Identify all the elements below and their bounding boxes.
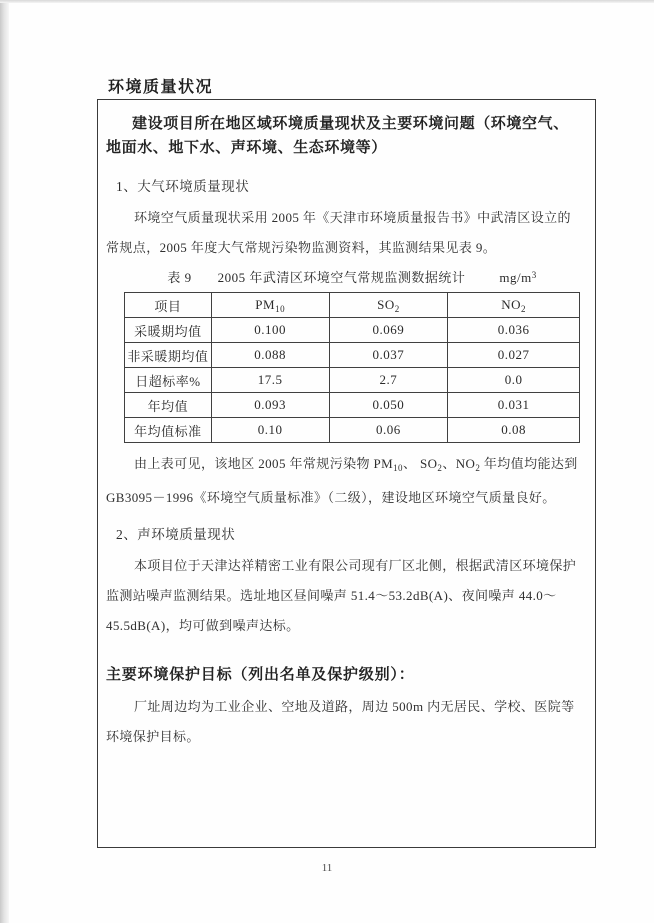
intro-paragraph: 建设项目所在地区域环境质量现状及主要环境问题（环境空气、地面水、地下水、声环境、生态环境等） xyxy=(106,116,569,156)
row-label: 年均值标准 xyxy=(125,418,212,443)
cell-value: 0.050 xyxy=(329,393,448,418)
page-title: 环境质量状况 xyxy=(108,79,214,96)
table-row xyxy=(125,343,580,368)
cell-value: 0.036 xyxy=(448,318,580,343)
table-unit-base: mg/m xyxy=(499,270,532,285)
table-header-row xyxy=(125,293,580,318)
table-caption xyxy=(124,267,580,286)
row-label: 采暖期均值 xyxy=(125,318,212,343)
cell-value: 0.037 xyxy=(329,343,448,368)
row-label: 非采暖期均值 xyxy=(125,343,212,368)
row-label: 日超标率% xyxy=(125,368,212,393)
header-pm10-subscript: 10 xyxy=(275,303,286,314)
content-border-box xyxy=(97,99,596,848)
table-unit-superscript: 3 xyxy=(531,270,537,280)
cell-value: 17.5 xyxy=(211,368,329,393)
cell-value: 0.093 xyxy=(211,393,329,418)
table-row xyxy=(125,418,580,443)
table-unit xyxy=(499,270,536,286)
header-so2-subscript: 2 xyxy=(394,303,400,314)
header-no2-subscript: 2 xyxy=(521,303,527,314)
header-pm10-base: PM xyxy=(255,296,276,312)
air-quality-conclusion xyxy=(106,449,581,513)
cell-value: 0.031 xyxy=(448,393,580,418)
header-no2-base: NO xyxy=(501,296,522,312)
noise-heading: 2、声环境质量现状 xyxy=(116,527,236,542)
cell-value: 0.069 xyxy=(329,318,448,343)
no2-subscript: 2 xyxy=(475,463,481,473)
pm10-subscript: 10 xyxy=(393,463,403,473)
air-monitoring-table xyxy=(124,292,580,443)
conclusion-text: 年均值均能达到 GB3095－1996《环境空气质量标准》（二级），建设地区环境空气质量良好。 xyxy=(106,456,578,505)
scan-edge-top xyxy=(0,0,654,3)
noise-paragraph: 本项目位于天津达祥精密工业有限公司现有厂区北侧，根据武清区环境保护监测站噪声监测结果。选址地区昼间噪声 51.4～53.2dB(A)、夜间噪声 44.0～45.5dB(A)，均可做到噪声达标。 xyxy=(106,558,577,633)
air-quality-heading: 1、大气环境质量现状 xyxy=(116,179,250,194)
scan-edge-left xyxy=(0,0,9,923)
conclusion-text: 由上表可见，该地区 2005 年常规污染物 PM xyxy=(134,456,394,471)
header-pm10 xyxy=(211,293,329,318)
page-number: 11 xyxy=(321,862,333,874)
cell-value: 0.08 xyxy=(448,418,580,443)
protection-targets-heading: 主要环境保护目标（列出名单及保护级别）： xyxy=(106,667,415,683)
cell-value: 0.088 xyxy=(211,343,329,368)
table-label: 表 9 xyxy=(167,270,192,285)
header-no2 xyxy=(448,293,580,318)
table-row xyxy=(125,318,580,343)
header-item: 项目 xyxy=(125,293,212,318)
header-so2-base: SO xyxy=(377,296,395,312)
conclusion-text: 、 SO xyxy=(402,456,438,471)
table-row xyxy=(125,368,580,393)
cell-value: 0.100 xyxy=(211,318,329,343)
cell-value: 0.06 xyxy=(329,418,448,443)
cell-value: 0.0 xyxy=(448,368,580,393)
air-quality-paragraph: 环境空气质量现状采用 2005 年《天津市环境质量报告书》中武清区设立的常规点，2005 年度大气常规污染物监测资料，其监测结果见表 9。 xyxy=(106,210,571,255)
cell-value: 0.027 xyxy=(448,343,580,368)
so2-subscript: 2 xyxy=(437,463,443,473)
protection-targets-paragraph: 厂址周边均为工业企业、空地及道路，周边 500m 内无居民、学校、医院等环境保护目标。 xyxy=(106,699,575,744)
table-title: 2005 年武清区环境空气常规监测数据统计 xyxy=(217,270,466,285)
row-label: 年均值 xyxy=(125,393,212,418)
cell-value: 0.10 xyxy=(211,418,329,443)
header-so2 xyxy=(329,293,448,318)
table-row xyxy=(125,393,580,418)
conclusion-text: 、NO xyxy=(442,456,476,471)
cell-value: 2.7 xyxy=(329,368,448,393)
